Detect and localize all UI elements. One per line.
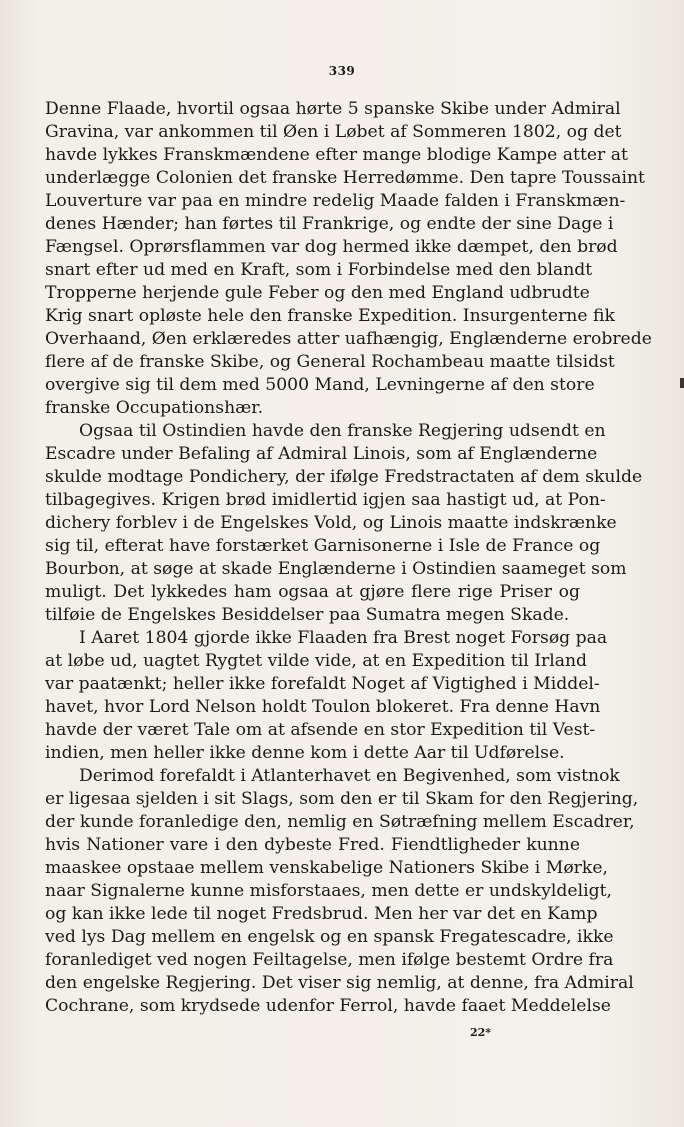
text-line: franske Occupationshær. — [45, 398, 264, 418]
text-line: underlægge Colonien det franske Herredømme. Den tapre Toussaint — [45, 168, 645, 188]
text-line: overgive sig til dem med 5000 Mand, Levningerne af den store — [45, 375, 595, 395]
page-number: 339 — [328, 64, 356, 78]
text-line: tilføie de Engelskes Besiddelser paa Sumatra megen Skade. — [45, 605, 570, 625]
text-line: havde der været Tale om at afsende en stor Expedition til Vest- — [45, 720, 596, 740]
text-line: flere af de franske Skibe, og General Rochambeau maatte tilsidst — [45, 352, 615, 372]
text-line: ved lys Dag mellem en engelsk og en spansk Fregatescadre, ikke — [45, 927, 614, 947]
text-line: den engelske Regjering. Det viser sig nemlig, at denne, fra Admiral — [45, 973, 634, 993]
text-line: at løbe ud, uagtet Rygtet vilde vide, at en Expedition til Irland — [45, 651, 588, 671]
text-line: Ogsaa til Ostindien havde den franske Regjering udsendt en — [79, 421, 606, 441]
text-line: Krig snart opløste hele den franske Expedition. Insurgenterne fik — [45, 306, 615, 326]
text-line: Denne Flaade, hvortil ogsaa hørte 5 spanske Skibe under Admiral — [45, 99, 621, 119]
text-line: var paatænkt; heller ikke forefaldt Noget af Vigtighed i Middel- — [45, 674, 600, 694]
text-line: maaskee opstaae mellem venskabelige Nationers Skibe i Mørke, — [45, 858, 608, 878]
text-line: foranlediget ved nogen Feiltagelse, men ifølge bestemt Ordre fra — [45, 950, 614, 970]
text-line: tilbagegives. Krigen brød imidlertid igjen saa hastigt ud, at Pon- — [45, 490, 606, 510]
text-line: dichery forblev i de Engelskes Vold, og Linois maatte indskrænke — [45, 513, 617, 533]
text-line: muligt. Det lykkedes ham ogsaa at gjøre flere rige Priser og — [45, 582, 580, 602]
text-line: Tropperne herjende gule Feber og den med England udbrudte — [45, 283, 590, 303]
text-line: indien, men heller ikke denne kom i dette Aar til Udførelse. — [45, 743, 565, 763]
text-line: I Aaret 1804 gjorde ikke Flaaden fra Brest noget Forsøg paa — [79, 628, 608, 648]
text-line: Bourbon, at søge at skade Englænderne i Ostindien saameget som — [45, 559, 627, 579]
text-line: skulde modtage Pondichery, der ifølge Fredstractaten af dem skulde — [45, 467, 643, 487]
text-line: Gravina, var ankommen til Øen i Løbet af Sommeren 1802, og det — [45, 122, 622, 142]
body-text — [45, 98, 652, 1018]
text-line: og kan ikke lede til noget Fredsbrud. Men her var det en Kamp — [45, 904, 598, 924]
text-line: er ligesaa sjelden i sit Slags, som den er til Skam for den Regjering, — [45, 789, 639, 809]
text-line: hvis Nationer vare i den dybeste Fred. Fiendtligheder kunne — [45, 835, 580, 855]
text-line: der kunde foranledige den, nemlig en Søtræfning mellem Escadrer, — [45, 812, 635, 832]
text-line: snart efter ud med en Kraft, som i Forbindelse med den blandt — [45, 260, 593, 280]
signature-mark: 22* — [470, 1026, 492, 1039]
text-line: Overhaand, Øen erklæredes atter uafhængig, Englænderne erobrede — [45, 329, 652, 349]
text-line: naar Signalerne kunne misforstaaes, men dette er undskyldeligt, — [45, 881, 612, 901]
text-line: Derimod forefaldt i Atlanterhavet en Begivenhed, som vistnok — [79, 766, 620, 786]
text-line: Escadre under Befaling af Admiral Linois, som af Englænderne — [45, 444, 598, 464]
text-line: Cochrane, som krydsede udenfor Ferrol, havde faaet Meddelelse — [45, 996, 611, 1016]
text-line: havet, hvor Lord Nelson holdt Toulon blokeret. Fra denne Havn — [45, 697, 601, 717]
text-line: denes Hænder; han førtes til Frankrige, og endte der sine Dage i — [45, 214, 614, 234]
text-line: Fængsel. Oprørsflammen var dog hermed ikke dæmpet, den brød — [45, 237, 618, 257]
text-line: sig til, efterat have forstærket Garnisonerne i Isle de France og — [45, 536, 601, 556]
page-edge-mark — [680, 378, 684, 388]
text-line: havde lykkes Franskmændene efter mange blodige Kampe atter at — [45, 145, 628, 165]
text-line: Louverture var paa en mindre redelig Maade falden i Franskmæn- — [45, 191, 626, 211]
